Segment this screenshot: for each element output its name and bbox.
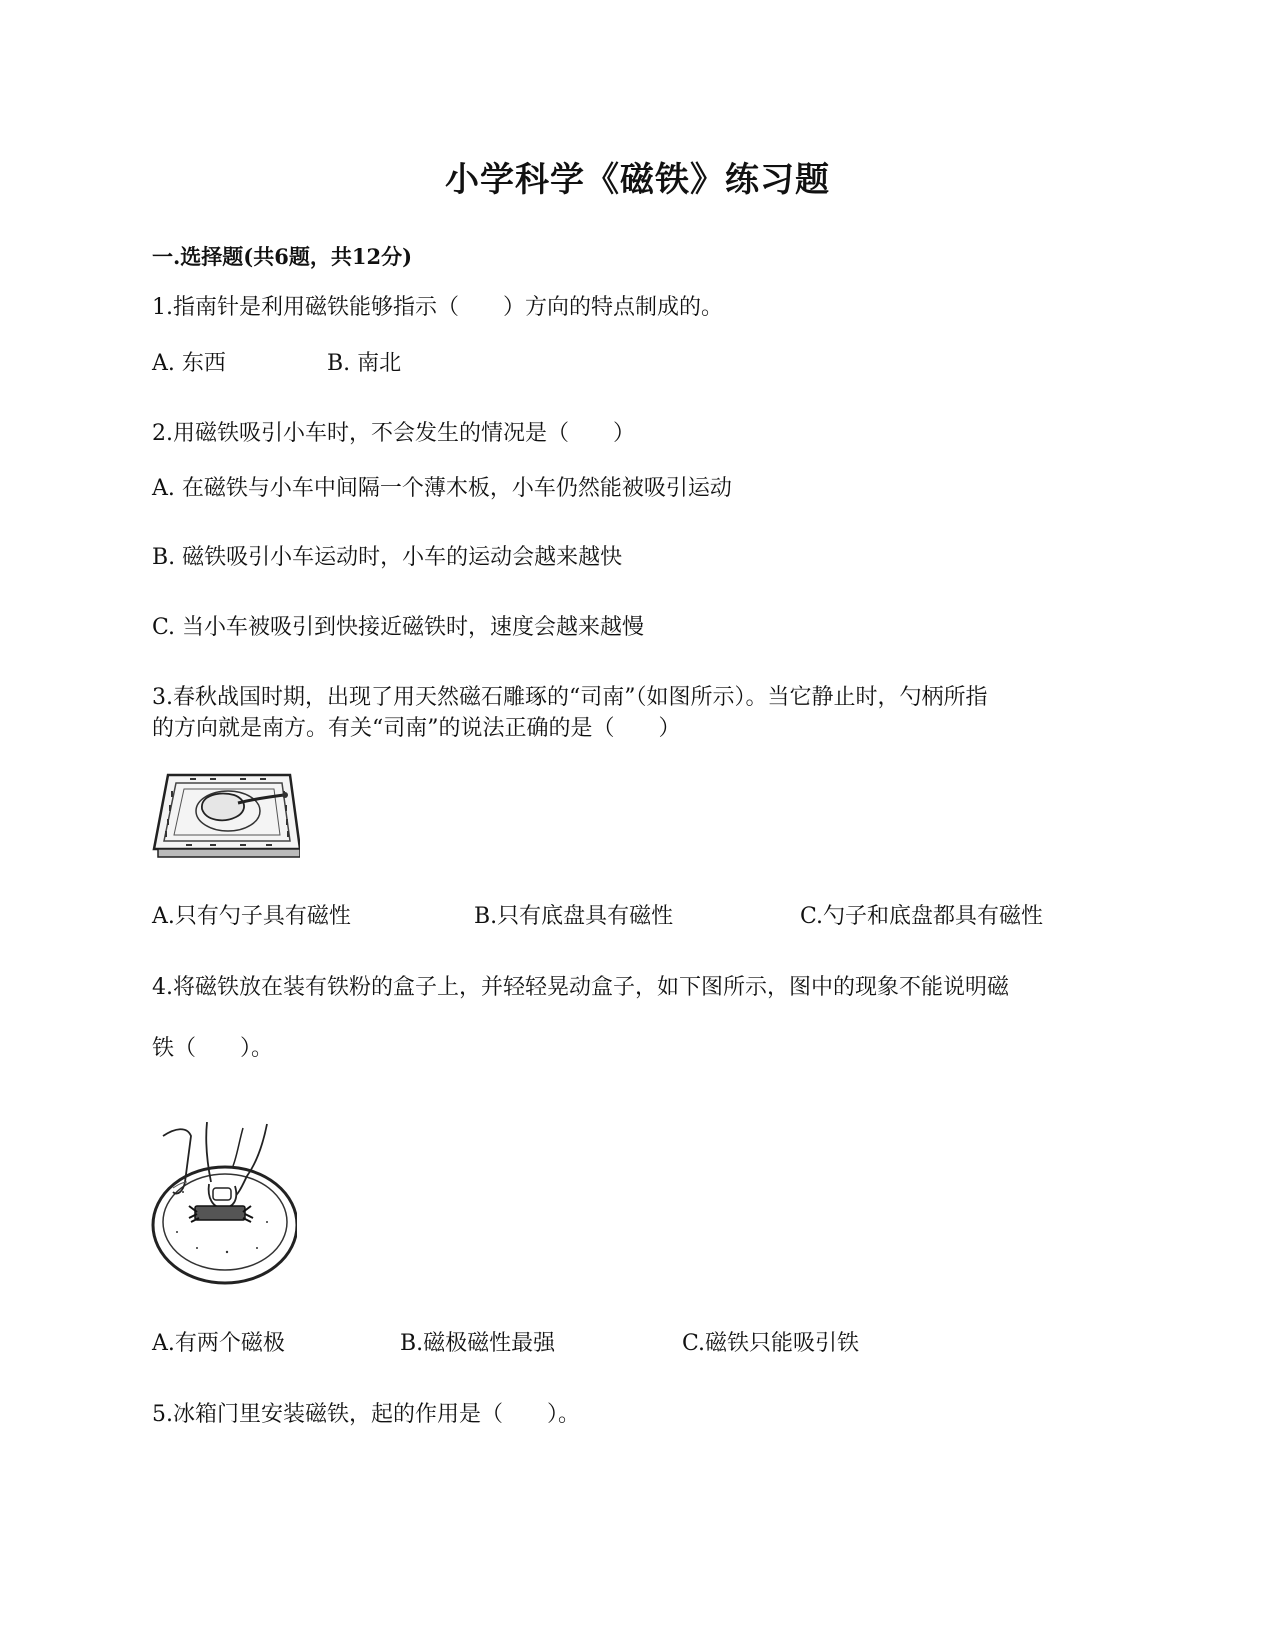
question-2-option-c: C. 当小车被吸引到快接近磁铁时，速度会越来越慢 <box>152 615 645 640</box>
sinan-compass-icon <box>150 771 300 861</box>
question-4-stem-line2: 铁（ ）。 <box>152 1036 274 1061</box>
question-3-option-c: C.勺子和底盘都具有磁性 <box>800 904 1044 929</box>
question-2-option-b: B. 磁铁吸引小车运动时，小车的运动会越来越快 <box>152 545 623 570</box>
question-1-option-a: A. 东西 <box>152 351 226 376</box>
question-1-option-b: B. 南北 <box>327 351 402 376</box>
question-3-stem-line2: 的方向就是南方。有关“司南”的说法正确的是（ ） <box>152 716 681 741</box>
question-1-stem: 1.指南针是利用磁铁能够指示（ ）方向的特点制成的。 <box>152 295 723 320</box>
question-3-option-a: A.只有勺子具有磁性 <box>152 904 351 929</box>
question-3-stem-line1: 3.春秋战国时期，出现了用天然磁石雕琢的“司南”（如图所示）。当它静止时，勺柄所指 <box>152 685 988 710</box>
question-4-option-b: B.磁极磁性最强 <box>400 1331 556 1356</box>
page-title: 小学科学《磁铁》练习题 <box>445 160 830 200</box>
question-4-stem-line1: 4.将磁铁放在装有铁粉的盒子上，并轻轻晃动盒子，如下图所示，图中的现象不能说明磁 <box>152 975 1009 1000</box>
question-2-stem: 2.用磁铁吸引小车时，不会发生的情况是（ ） <box>152 421 635 446</box>
question-5-stem: 5.冰箱门里安装磁铁，起的作用是（ ）。 <box>152 1402 580 1427</box>
question-3-option-b: B.只有底盘具有磁性 <box>474 904 674 929</box>
question-4-option-c: C.磁铁只能吸引铁 <box>682 1331 860 1356</box>
question-4-option-a: A.有两个磁极 <box>152 1331 285 1356</box>
question-2-option-a: A. 在磁铁与小车中间隔一个薄木板，小车仍然能被吸引运动 <box>152 476 732 501</box>
section-heading: 一.选择题(共6题，共12分) <box>152 244 413 269</box>
magnet-iron-filings-dish-icon <box>147 1122 297 1287</box>
